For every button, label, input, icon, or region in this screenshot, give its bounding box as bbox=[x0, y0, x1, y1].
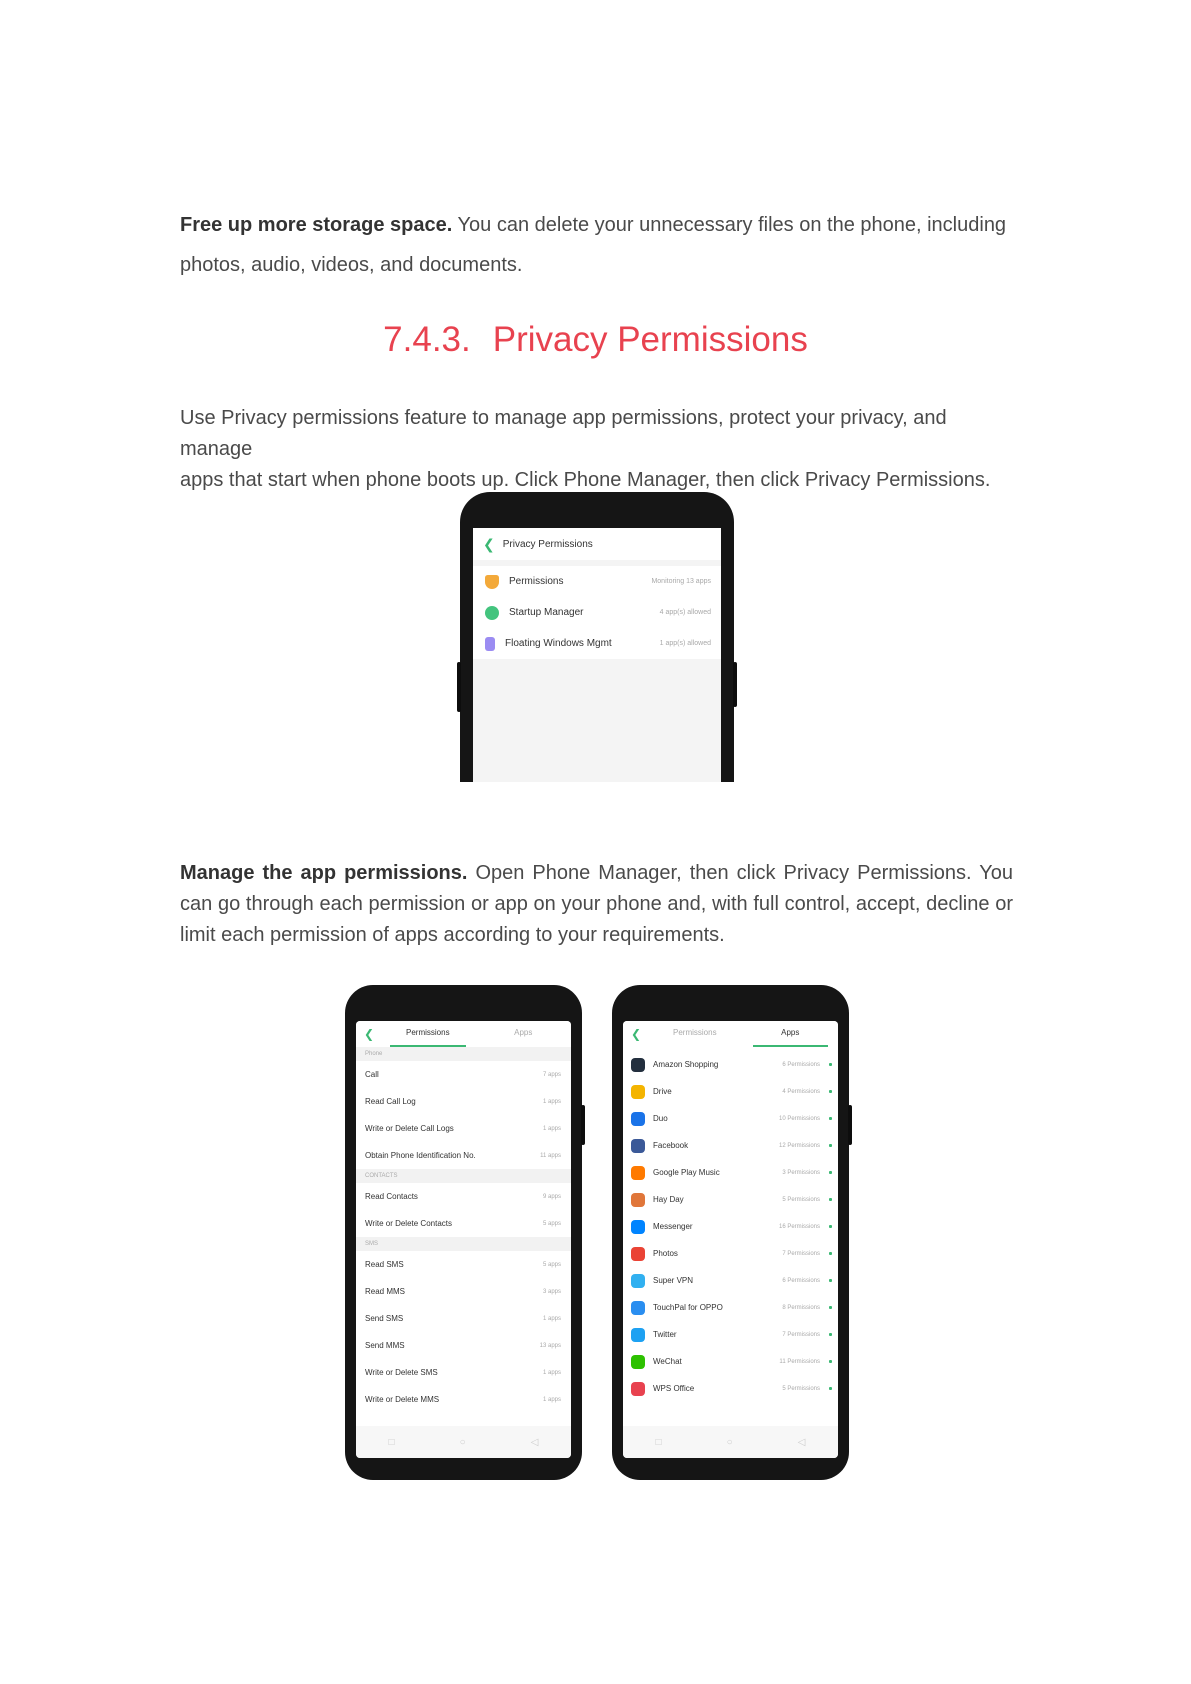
app-name: Twitter bbox=[653, 1330, 677, 1339]
permission-count: 7 apps bbox=[542, 1071, 561, 1078]
app-permission-count: 11 Permissions bbox=[779, 1358, 820, 1365]
phone3-screen bbox=[623, 1021, 838, 1458]
permission-label: Write or Delete Call Logs bbox=[365, 1124, 454, 1133]
app-icon bbox=[631, 1247, 645, 1261]
permission-row[interactable] bbox=[356, 1359, 571, 1386]
app-name: Photos bbox=[653, 1249, 678, 1258]
permission-row[interactable] bbox=[356, 1332, 571, 1359]
app-row[interactable] bbox=[623, 1348, 838, 1375]
row-label: Floating Windows Mgmt bbox=[505, 638, 612, 649]
row-label: Startup Manager bbox=[509, 607, 584, 618]
row-label: Permissions bbox=[509, 576, 564, 587]
back-chevron-icon[interactable]: ❮ bbox=[483, 536, 495, 552]
intro-bold: Free up more storage space. bbox=[180, 214, 453, 236]
permission-label: Read SMS bbox=[365, 1260, 404, 1269]
app-icon bbox=[631, 1139, 645, 1153]
status-dot-icon bbox=[829, 1360, 832, 1363]
volume-button bbox=[457, 662, 461, 712]
tab-apps[interactable]: Apps bbox=[743, 1021, 838, 1047]
app-icon bbox=[631, 1382, 645, 1396]
app-permission-count: 5 Permissions bbox=[782, 1196, 820, 1203]
tab-permissions[interactable]: Permissions bbox=[380, 1021, 475, 1047]
nav-home-icon[interactable]: ○ bbox=[726, 1436, 733, 1448]
power-button bbox=[848, 1105, 852, 1145]
app-permission-count: 4 Permissions bbox=[782, 1088, 820, 1095]
permission-count: 5 apps bbox=[542, 1220, 561, 1227]
manage-paragraph bbox=[180, 858, 1013, 951]
section-header: SMS bbox=[356, 1237, 571, 1251]
status-dot-icon bbox=[829, 1225, 832, 1228]
permission-list bbox=[356, 1047, 571, 1413]
app-name: WPS Office bbox=[653, 1384, 695, 1393]
permission-row[interactable] bbox=[356, 1115, 571, 1142]
app-permission-count: 10 Permissions bbox=[778, 1115, 820, 1122]
permission-count: 9 apps bbox=[542, 1193, 561, 1200]
permission-row[interactable] bbox=[356, 1251, 571, 1278]
nav-bar bbox=[623, 1426, 838, 1458]
app-name: Facebook bbox=[653, 1141, 689, 1150]
app-row[interactable] bbox=[623, 1078, 838, 1105]
phone1-header bbox=[473, 528, 721, 560]
app-row[interactable] bbox=[623, 1105, 838, 1132]
phone-privacy-permissions bbox=[460, 492, 734, 782]
status-dot-icon bbox=[829, 1387, 832, 1390]
permission-label: Write or Delete Contacts bbox=[365, 1219, 452, 1228]
tab-apps[interactable]: Apps bbox=[514, 1028, 533, 1037]
settings-row[interactable] bbox=[473, 597, 721, 628]
phone2-tabs bbox=[356, 1021, 571, 1047]
permission-count: 1 apps bbox=[542, 1396, 561, 1403]
app-row[interactable] bbox=[623, 1294, 838, 1321]
app-name: WeChat bbox=[653, 1357, 682, 1366]
app-icon bbox=[631, 1166, 645, 1180]
phone2-screen bbox=[356, 1021, 571, 1458]
permission-row[interactable] bbox=[356, 1183, 571, 1210]
permission-label: Read MMS bbox=[365, 1287, 406, 1296]
permission-row[interactable] bbox=[356, 1061, 571, 1088]
permission-label: Read Call Log bbox=[365, 1097, 416, 1106]
status-dot-icon bbox=[829, 1063, 832, 1066]
permission-count: 3 apps bbox=[542, 1288, 561, 1295]
nav-recent-icon[interactable]: □ bbox=[388, 1436, 395, 1448]
app-row[interactable] bbox=[623, 1240, 838, 1267]
section-header: Phone bbox=[356, 1047, 571, 1061]
app-permission-count: 6 Permissions bbox=[782, 1277, 820, 1284]
tab-permissions[interactable]: Permissions bbox=[673, 1028, 717, 1037]
nav-back-icon[interactable]: ◁ bbox=[530, 1436, 539, 1448]
permission-count: 1 apps bbox=[542, 1369, 561, 1376]
section-title: Privacy Permissions bbox=[492, 320, 808, 359]
row-value: Monitoring 13 apps bbox=[651, 578, 711, 585]
app-permission-count: 6 Permissions bbox=[782, 1061, 820, 1068]
status-dot-icon bbox=[829, 1117, 832, 1120]
permission-row[interactable] bbox=[356, 1278, 571, 1305]
app-icon bbox=[631, 1301, 645, 1315]
permission-row[interactable] bbox=[356, 1305, 571, 1332]
app-row[interactable] bbox=[623, 1213, 838, 1240]
row-value: 1 app(s) allowed bbox=[659, 640, 711, 647]
app-icon bbox=[631, 1112, 645, 1126]
manage-rest: Open Phone Manager, then click Privacy Permissions. You can go through each permission or app on your phone and, with full control, accept, decline or limit each permission of apps according to your requirements. bbox=[180, 862, 1014, 946]
nav-bar bbox=[356, 1426, 571, 1458]
app-permission-count: 7 Permissions bbox=[782, 1331, 820, 1338]
nav-back-icon[interactable]: ◁ bbox=[797, 1436, 806, 1448]
app-name: Messenger bbox=[653, 1222, 693, 1231]
permission-label: Write or Delete SMS bbox=[365, 1368, 438, 1377]
status-dot-icon bbox=[829, 1198, 832, 1201]
app-icon bbox=[631, 1355, 645, 1369]
permission-row[interactable] bbox=[356, 1142, 571, 1169]
app-row[interactable] bbox=[623, 1375, 838, 1402]
row-value: 4 app(s) allowed bbox=[659, 609, 711, 616]
app-row[interactable] bbox=[623, 1321, 838, 1348]
status-dot-icon bbox=[829, 1333, 832, 1336]
permission-count: 1 apps bbox=[542, 1125, 561, 1132]
permission-label: Write or Delete MMS bbox=[365, 1395, 440, 1404]
shield-icon bbox=[485, 575, 499, 589]
phone1-screen bbox=[473, 528, 721, 782]
permission-row[interactable] bbox=[356, 1088, 571, 1115]
power-button bbox=[581, 1105, 585, 1145]
app-name: Duo bbox=[653, 1114, 668, 1123]
app-row[interactable] bbox=[623, 1132, 838, 1159]
app-row[interactable] bbox=[623, 1186, 838, 1213]
manage-bold: Manage the app permissions. bbox=[180, 862, 468, 884]
section-heading bbox=[0, 320, 1191, 360]
app-list bbox=[623, 1047, 838, 1402]
permission-label: Obtain Phone Identification No. bbox=[365, 1151, 476, 1160]
phone3-tabs bbox=[623, 1021, 838, 1047]
intro-paragraph bbox=[180, 205, 1013, 285]
intro-line1: You can delete your unnecessary files on the phone, including bbox=[452, 214, 1007, 236]
permission-count: 13 apps bbox=[539, 1342, 561, 1349]
floating-window-icon bbox=[485, 637, 495, 651]
permission-label: Read Contacts bbox=[365, 1192, 418, 1201]
app-row[interactable] bbox=[623, 1051, 838, 1078]
app-row[interactable] bbox=[623, 1159, 838, 1186]
phone1-title: Privacy Permissions bbox=[502, 538, 593, 550]
permission-row[interactable] bbox=[356, 1210, 571, 1237]
permission-label: Call bbox=[365, 1070, 379, 1079]
phone-permissions-tab bbox=[345, 985, 582, 1480]
settings-row[interactable] bbox=[473, 628, 721, 659]
status-dot-icon bbox=[829, 1090, 832, 1093]
app-permission-count: 16 Permissions bbox=[778, 1223, 820, 1230]
status-dot-icon bbox=[829, 1252, 832, 1255]
settings-row[interactable] bbox=[473, 566, 721, 597]
status-dot-icon bbox=[829, 1144, 832, 1147]
privacy-line2: apps that start when phone boots up. Click Phone Manager, then click Privacy Permissions. bbox=[180, 469, 991, 491]
app-permission-count: 3 Permissions bbox=[782, 1169, 820, 1176]
permission-row[interactable] bbox=[356, 1386, 571, 1413]
app-name: Drive bbox=[653, 1087, 672, 1096]
app-icon bbox=[631, 1058, 645, 1072]
permission-count: 1 apps bbox=[542, 1315, 561, 1322]
app-icon bbox=[631, 1220, 645, 1234]
app-row[interactable] bbox=[623, 1267, 838, 1294]
back-chevron-icon[interactable]: ❮ bbox=[364, 1027, 375, 1041]
intro-line2: photos, audio, videos, and documents. bbox=[180, 254, 523, 276]
app-name: Super VPN bbox=[653, 1276, 694, 1285]
section-number: 7.4.3. bbox=[383, 320, 471, 359]
permission-label: Send MMS bbox=[365, 1341, 405, 1350]
app-icon bbox=[631, 1193, 645, 1207]
app-permission-count: 7 Permissions bbox=[782, 1250, 820, 1257]
nav-recent-icon[interactable]: □ bbox=[655, 1436, 662, 1448]
app-icon bbox=[631, 1274, 645, 1288]
section-header: CONTACTS bbox=[356, 1169, 571, 1183]
app-name: Amazon Shopping bbox=[653, 1060, 719, 1069]
power-button bbox=[733, 662, 737, 707]
nav-home-icon[interactable]: ○ bbox=[459, 1436, 466, 1448]
app-icon bbox=[631, 1085, 645, 1099]
status-dot-icon bbox=[829, 1171, 832, 1174]
permission-count: 11 apps bbox=[540, 1152, 561, 1159]
privacy-line1: Use Privacy permissions feature to manage app permissions, protect your privacy, and manage bbox=[180, 407, 947, 460]
status-dot-icon bbox=[829, 1279, 832, 1282]
permission-count: 5 apps bbox=[542, 1261, 561, 1268]
app-name: Google Play Music bbox=[653, 1168, 720, 1177]
app-icon bbox=[631, 1328, 645, 1342]
startup-icon bbox=[485, 606, 499, 620]
app-permission-count: 5 Permissions bbox=[782, 1385, 820, 1392]
permission-count: 1 apps bbox=[542, 1098, 561, 1105]
permission-label: Send SMS bbox=[365, 1314, 404, 1323]
app-name: TouchPal for OPPO bbox=[653, 1303, 723, 1312]
status-dot-icon bbox=[829, 1306, 832, 1309]
phone-apps-tab bbox=[612, 985, 849, 1480]
app-permission-count: 12 Permissions bbox=[778, 1142, 820, 1149]
back-chevron-icon[interactable]: ❮ bbox=[631, 1027, 642, 1041]
phone1-list bbox=[473, 566, 721, 659]
app-permission-count: 8 Permissions bbox=[782, 1304, 820, 1311]
privacy-paragraph bbox=[180, 403, 1013, 496]
app-name: Hay Day bbox=[653, 1195, 684, 1204]
